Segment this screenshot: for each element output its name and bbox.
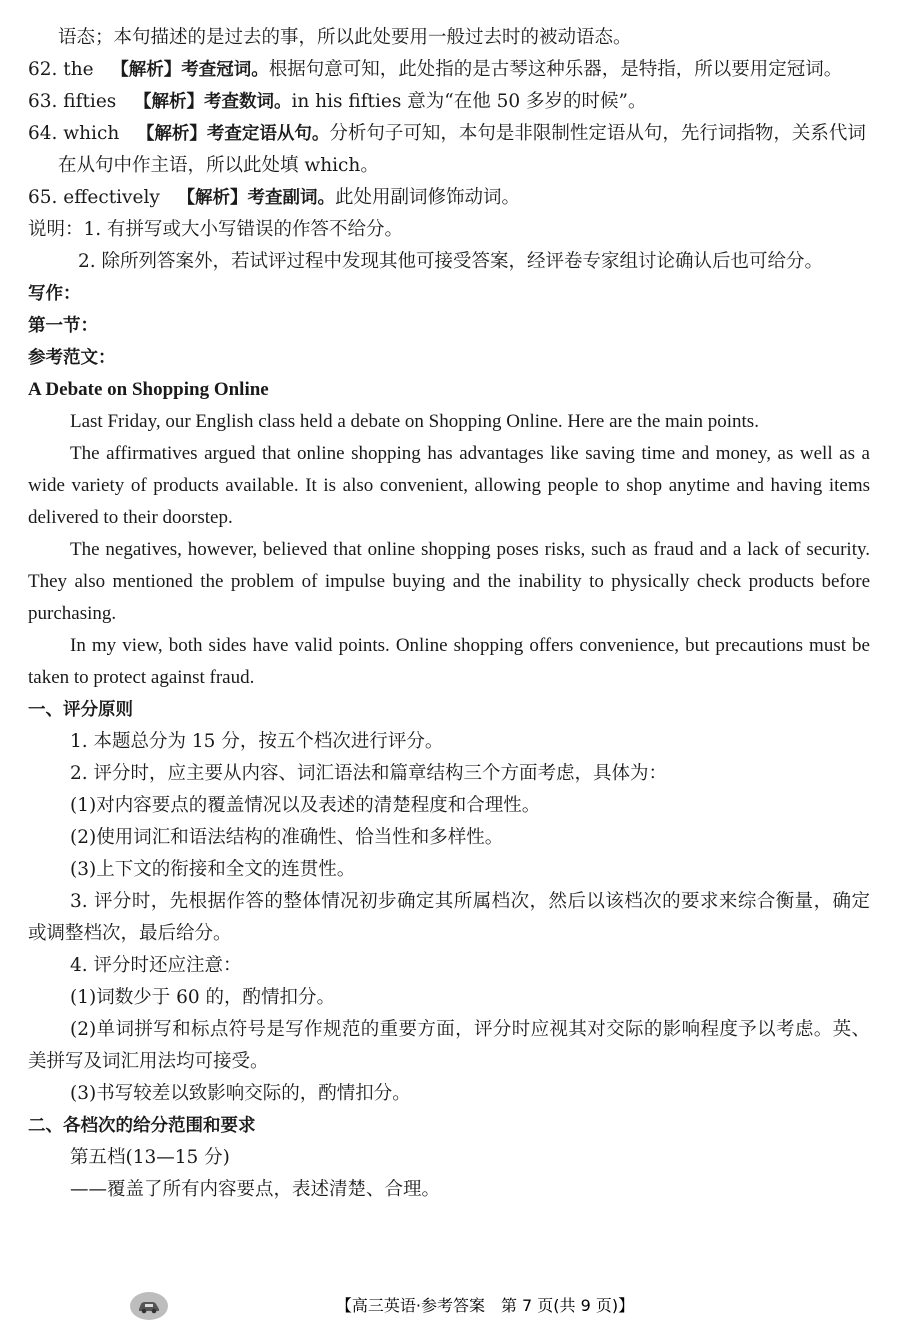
writing-heading: 写作： — [28, 284, 81, 304]
essay-paragraph: In my view, both sides have valid points. Online shopping offers convenience, but precautions must be taken to protect against fraud. — [28, 635, 870, 688]
analysis-tag: 【解析】考查副词。 — [177, 188, 335, 208]
answer-number: 64. which — [28, 123, 120, 144]
principles-heading: 一、评分原则 — [28, 700, 133, 720]
answer-number: 63. fifties — [28, 91, 117, 112]
footer-page-info: 【高三英语·参考答案 第 7 页(共 9 页)】 — [335, 1296, 635, 1315]
analysis-tag: 【解析】考查冠词。 — [111, 60, 269, 80]
principle-line: 1. 本题总分为 15 分，按五个档次进行评分。 — [70, 731, 444, 752]
analysis-text: in his fifties 意为“在他 50 多岁的时候”。 — [291, 91, 647, 112]
essay-title: A Debate on Shopping Online — [28, 379, 269, 400]
principle-line: (2)单词拼写和标点符号是写作规范的重要方面，评分时应视其对交际的影响程度予以考虑。英、美拼写及词汇用法均可接受。 — [28, 1019, 870, 1072]
levels-heading: 二、各档次的给分范围和要求 — [28, 1116, 256, 1136]
principle-line: 4. 评分时还应注意： — [70, 955, 242, 976]
essay-paragraph: The affirmatives argued that online shopping has advantages like saving time and money, as well as a wide variety of products available. It is also convenient, allowing people to shop anytime and having items delivered to their doorstep. — [28, 443, 870, 528]
answer-61-continuation: 语态；本句描述的是过去的事，所以此处要用一般过去时的被动语态。 — [58, 27, 632, 48]
principle-line: (1)对内容要点的覆盖情况以及表述的清楚程度和合理性。 — [70, 795, 541, 816]
analysis-tag: 【解析】考查数词。 — [133, 92, 292, 112]
page-footer — [0, 1292, 900, 1322]
answer-65 — [28, 182, 870, 214]
principle-line: 2. 评分时，应主要从内容、词汇语法和篇章结构三个方面考虑，具体为： — [70, 763, 668, 784]
principle-line: (1)词数少于 60 的，酌情扣分。 — [70, 987, 336, 1008]
analysis-text: 此处用副词修饰动词。 — [334, 187, 520, 208]
analysis-text: 根据句意可知，此处指的是古琴这种乐器，是特指，所以要用定冠词。 — [268, 59, 843, 80]
level-5-description: ——覆盖了所有内容要点，表述清楚、合理。 — [70, 1179, 441, 1200]
answer-62 — [28, 54, 870, 86]
answer-number: 65. effectively — [28, 187, 160, 208]
answer-63 — [28, 86, 870, 118]
section-heading: 第一节： — [28, 316, 98, 336]
note-2: 2. 除所列答案外，若试评过程中发现其他可接受答案，经评卷专家组讨论确认后也可给分。 — [78, 251, 824, 272]
principle-line: (3)上下文的衔接和全文的连贯性。 — [70, 859, 356, 880]
note-1: 说明：1. 有拼写或大小写错误的作答不给分。 — [28, 219, 404, 240]
principle-line: 3. 评分时，先根据作答的整体情况初步确定其所属档次，然后以该档次的要求来综合衡量，确定或调整档次，最后给分。 — [28, 891, 870, 944]
answer-64 — [28, 118, 870, 182]
analysis-tag: 【解析】考查定语从句。 — [136, 124, 330, 144]
principle-line: (2)使用词汇和语法结构的准确性、恰当性和多样性。 — [70, 827, 504, 848]
essay-paragraph: Last Friday, our English class held a debate on Shopping Online. Here are the main points. — [70, 411, 759, 432]
sample-label: 参考范文： — [28, 348, 116, 368]
principle-line: (3)书写较差以致影响交际的，酌情扣分。 — [70, 1083, 411, 1104]
essay-paragraph: The negatives, however, believed that online shopping poses risks, such as fraud and a lack of security. They also mentioned the problem of impulse buying and the inability to physically check products before purchasing. — [28, 539, 870, 624]
analysis-text: 分析句子可知，本句是非限制性定语从句，先行词指物，关系代词在从句中作主语，所以此处填 which。 — [58, 123, 866, 176]
sample-essay — [28, 374, 870, 694]
answer-number: 62. the — [28, 59, 94, 80]
level-5-title: 第五档(13—15 分) — [70, 1147, 230, 1168]
